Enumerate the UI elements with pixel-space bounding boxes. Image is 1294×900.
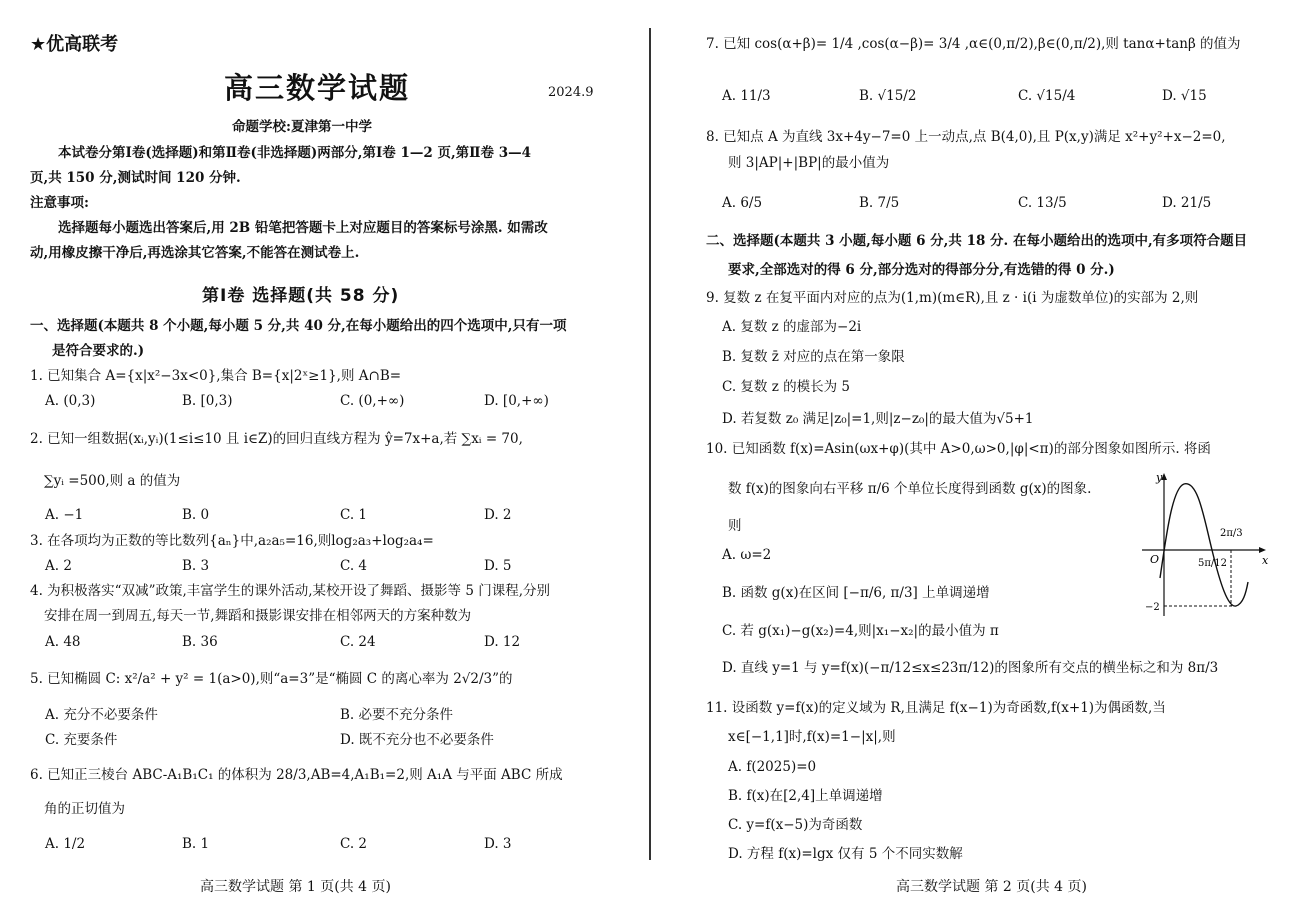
school-line: 命题学校:夏津第一中学	[232, 119, 372, 135]
q6-option-b: B. 1	[182, 836, 210, 852]
sine-curve	[1160, 484, 1248, 606]
q2-option-b: B. 0	[182, 507, 210, 523]
question-1: 1. 已知集合 A={x|x²−3x<0},集合 B={x|2ˣ≥1},则 A∩B=	[30, 368, 402, 384]
q2-option-d: D. 2	[484, 507, 512, 523]
q2-option-c: C. 1	[340, 507, 368, 523]
q3-option-c: C. 4	[340, 558, 368, 574]
question-7: 7. 已知 cos(α+β)= 1/4 ,cos(α−β)= 3/4 ,α∈(0,π/2),β∈(0,π/2),则 tanα+tanβ 的值为	[706, 36, 1241, 52]
question-10-line-3: 则	[728, 518, 742, 534]
q3-option-b: B. 3	[182, 558, 210, 574]
part2-heading-1: 二、选择题(本题共 3 小题,每小题 6 分,共 18 分. 在每小题给出的选项中,有多项符合题目	[706, 233, 1248, 249]
q10-option-a: A. ω=2	[722, 547, 772, 563]
brand-logo-text: ★优高联考	[30, 34, 119, 55]
q11-option-c: C. y=f(x−5)为奇函数	[728, 817, 863, 833]
part2-heading-2: 要求,全部选对的得 6 分,部分选对的得部分分,有选错的得 0 分.)	[728, 262, 1115, 278]
q8-option-d: D. 21/5	[1162, 195, 1212, 211]
question-5: 5. 已知椭圆 C: x²/a² + y² = 1(a>0),则“a=3”是“椭圆 C 的离心率为 2√2/3”的	[30, 671, 513, 687]
q6-option-c: C. 2	[340, 836, 368, 852]
q10-option-d: D. 直线 y=1 与 y=f(x)(−π/12≤x≤23π/12)的图象所有交点的横坐标之和为 8π/3	[722, 660, 1219, 676]
notice-line-2: 动,用橡皮擦干净后,再选涂其它答案,不能答在测试卷上.	[30, 245, 360, 261]
page-title: 高三数学试题	[224, 71, 411, 105]
q8-option-c: C. 13/5	[1018, 195, 1067, 211]
question-3: 3. 在各项均为正数的等比数列{aₙ}中,a₂a₅=16,则log₂a₃+log₂a₄=	[30, 533, 434, 549]
tick-label-2pi-3: 2π/3	[1220, 528, 1243, 539]
q4-option-a: A. 48	[45, 634, 81, 650]
q7-option-a: A. 11/3	[722, 88, 771, 104]
question-8-line-2: 则 3|AP|+|BP|的最小值为	[728, 155, 890, 171]
q8-option-b: B. 7/5	[859, 195, 900, 211]
part1-heading-1: 一、选择题(本题共 8 个小题,每小题 5 分,共 40 分,在每小题给出的四个选项中,只有一项	[30, 318, 567, 334]
q6-option-a: A. 1/2	[45, 836, 86, 852]
exam-page-1	[0, 0, 640, 900]
question-9: 9. 复数 z 在复平面内对应的点为(1,m)(m∈R),且 z · i(i 为虚数单位)的实部为 2,则	[706, 290, 1199, 306]
intro-line-2: 页,共 150 分,测试时间 120 分钟.	[30, 170, 241, 186]
y-axis-label: y	[1156, 471, 1163, 484]
question-8-line-1: 8. 已知点 A 为直线 3x+4y−7=0 上一动点,点 B(4,0),且 P(x,y)满足 x²+y²+x−2=0,	[706, 129, 1226, 145]
part1-heading-2: 是符合要求的.)	[52, 343, 145, 359]
intro-line-1: 本试卷分第Ⅰ卷(选择题)和第Ⅱ卷(非选择题)两部分,第Ⅰ卷 1—2 页,第Ⅱ卷 3—4	[58, 145, 532, 161]
q9-option-b: B. 复数 z̄ 对应的点在第一象限	[722, 349, 905, 365]
q11-option-d: D. 方程 f(x)=lgx 仅有 5 个不同实数解	[728, 846, 963, 862]
q9-option-c: C. 复数 z 的模长为 5	[722, 379, 851, 395]
q6-option-d: D. 3	[484, 836, 512, 852]
q5-option-d: D. 既不充分也不必要条件	[340, 732, 494, 748]
notice-title: 注意事项:	[30, 195, 89, 211]
question-11-line-2: x∈[−1,1]时,f(x)=1−|x|,则	[728, 729, 896, 745]
question-4-line-2: 安排在周一到周五,每天一节,舞蹈和摄影课安排在相邻两天的方案种数为	[44, 608, 472, 624]
q4-option-d: D. 12	[484, 634, 521, 650]
q1-option-d: D. [0,+∞)	[484, 393, 549, 409]
page-divider	[649, 28, 651, 860]
q4-option-b: B. 36	[182, 634, 218, 650]
section-title: 第Ⅰ卷 选择题(共 58 分)	[202, 286, 400, 306]
q9-option-a: A. 复数 z 的虚部为−2i	[722, 319, 862, 335]
q10-option-c: C. 若 g(x₁)−g(x₂)=4,则|x₁−x₂|的最小值为 π	[722, 623, 999, 639]
q5-option-a: A. 充分不必要条件	[45, 707, 158, 723]
q9-option-d: D. 若复数 z₀ 满足|z₀|=1,则|z−z₀|的最大值为√5+1	[722, 411, 1034, 427]
question-4-line-1: 4. 为积极落实“双减”政策,丰富学生的课外活动,某校开设了舞蹈、摄影等 5 门课程,分别	[30, 583, 551, 599]
q3-option-a: A. 2	[45, 558, 72, 574]
q10-option-b: B. 函数 g(x)在区间 [−π/6, π/3] 上单调递增	[722, 585, 990, 601]
exam-date: 2024.9	[548, 85, 594, 100]
question-11-line-1: 11. 设函数 y=f(x)的定义域为 R,且满足 f(x−1)为奇函数,f(x+1)为偶函数,当	[706, 700, 1166, 716]
q1-option-b: B. [0,3)	[182, 393, 233, 409]
q10-function-graph	[1140, 468, 1272, 618]
q5-option-c: C. 充要条件	[45, 732, 118, 748]
question-10-line-2: 数 f(x)的图象向右平移 π/6 个单位长度得到函数 g(x)的图象.	[728, 481, 1092, 497]
q7-option-c: C. √15/4	[1018, 88, 1076, 104]
exam-page-2	[662, 0, 1294, 900]
origin-label: O	[1150, 553, 1160, 566]
q2-option-a: A. −1	[45, 507, 84, 523]
q7-option-b: B. √15/2	[859, 88, 917, 104]
tick-label-5pi-12: 5π/12	[1198, 558, 1228, 569]
question-6-line-2: 角的正切值为	[44, 801, 125, 817]
question-6-line-1: 6. 已知正三棱台 ABC-A₁B₁C₁ 的体积为 28/3,AB=4,A₁B₁=2,则 A₁A 与平面 ABC 所成	[30, 767, 563, 783]
x-axis-arrow-icon	[1259, 547, 1266, 553]
q3-option-d: D. 5	[484, 558, 512, 574]
page-footer: 高三数学试题 第 1 页(共 4 页)	[200, 879, 391, 895]
q1-option-c: C. (0,+∞)	[340, 393, 405, 409]
page-footer: 高三数学试题 第 2 页(共 4 页)	[896, 879, 1087, 895]
q11-option-a: A. f(2025)=0	[728, 759, 817, 775]
q8-option-a: A. 6/5	[722, 195, 763, 211]
ymin-label: −2	[1145, 602, 1160, 613]
q11-option-b: B. f(x)在[2,4]上单调递增	[728, 788, 883, 804]
question-2-line-2: ∑yᵢ =500,则 a 的值为	[44, 473, 181, 489]
q5-option-b: B. 必要不充分条件	[340, 707, 454, 723]
question-10-line-1: 10. 已知函数 f(x)=Asin(ωx+φ)(其中 A>0,ω>0,|φ|<π)的部分图象如图所示. 将函	[706, 441, 1211, 457]
q1-option-a: A. (0,3)	[45, 393, 96, 409]
q4-option-c: C. 24	[340, 634, 376, 650]
question-2-line-1: 2. 已知一组数据(xᵢ,yᵢ)(1≤i≤10 且 i∈Z)的回归直线方程为 ŷ=7x+a,若 ∑xᵢ = 70,	[30, 431, 523, 447]
x-axis-label: x	[1262, 554, 1269, 567]
q7-option-d: D. √15	[1162, 88, 1207, 104]
notice-line-1: 选择题每小题选出答案后,用 2B 铅笔把答题卡上对应题目的答案标号涂黑. 如需改	[58, 220, 548, 236]
